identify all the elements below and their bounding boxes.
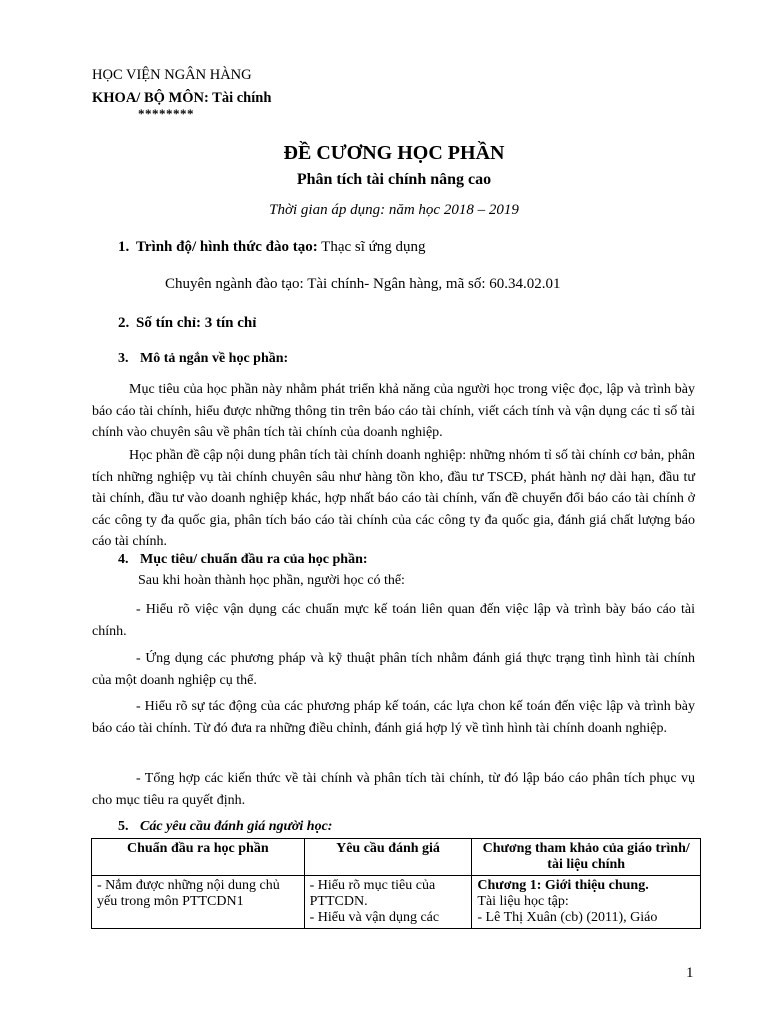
objective-item-1-text: - Hiểu rõ việc vận dụng các chuẩn mực kế toán liên quan đến việc lập và trình bày báo cáo tài chính. [92, 602, 695, 639]
objective-item-2-text: - Ứng dụng các phương pháp và kỹ thuật phân tích nhằm đánh giá thực trạng tình hình tài chính của một doanh nghiệp cụ thể. [92, 651, 695, 688]
reference-line-2: - Lê Thị Xuân (cb) (2011), Giáo [477, 910, 658, 925]
section-4-label: Mục tiêu/ chuẩn đầu ra của học phần: [140, 552, 368, 567]
table-cell [92, 876, 305, 929]
application-period: Thời gian áp dụng: năm học 2018 – 2019 [269, 202, 519, 218]
objective-item-4-text: - Tổng hợp các kiến thức về tài chính và phân tích tài chính, từ đó lập báo cáo phân tích phục vụ cho mục tiêu ra quyết định. [92, 771, 695, 808]
section-4-heading [118, 552, 368, 568]
course-name: Phân tích tài chính nâng cao [296, 171, 492, 188]
description-paragraph-2 [92, 445, 695, 553]
section-2-label: Số tín chỉ: 3 tín chỉ [136, 315, 257, 331]
section-5-label: Các yêu cầu đánh giá người học: [140, 819, 333, 834]
section-1-number: 1. [118, 239, 130, 255]
section-5-heading [118, 819, 332, 835]
objective-item-3-text: - Hiểu rõ sự tác động của các phương pháp kế toán, các lựa chon kế toán đến việc lập và trình bày báo cáo tài chính. Từ đó đưa ra những điều chỉnh, đánh giá hợp lý về tình hình tài chính doanh nghiệp. [92, 699, 695, 736]
objective-item-4 [92, 768, 695, 811]
reference-chapter-title: Chương 1: Giới thiệu chung. [477, 878, 649, 893]
objective-item-2 [92, 648, 695, 691]
section-3-label: Mô tả ngắn về học phần: [140, 351, 289, 366]
specialization-line: Chuyên ngành đào tạo: Tài chính- Ngân hàng, mã số: 60.34.02.01 [165, 276, 561, 292]
decorative-stars: ******** [138, 106, 194, 121]
description-paragraph-1 [92, 379, 695, 444]
table-row [92, 876, 701, 929]
section-5-number: 5. [118, 819, 129, 834]
table-header-cell: Chương tham khảo của giáo trình/ tài liệu chính [472, 839, 701, 876]
section-2-number: 2. [118, 315, 130, 331]
section-2-heading [118, 315, 256, 332]
section-3-heading [118, 351, 288, 367]
reference-line-1: Tài liệu học tập: [477, 894, 569, 909]
faculty-label: KHOA/ BỘ MÔN: [92, 90, 213, 106]
section-4-number: 4. [118, 552, 129, 567]
outcome-text: - Nắm được những nội dung chủ yếu trong môn PTTCDN1 [97, 878, 280, 909]
faculty-value: Tài chính [212, 90, 272, 106]
objective-item-1 [92, 599, 695, 642]
objective-item-3 [92, 696, 695, 739]
section-1-value: Thạc sĩ ứng dụng [317, 239, 426, 255]
table-cell [472, 876, 701, 929]
table-header-cell: Yêu cầu đánh giá [304, 839, 472, 876]
requirement-line-2: - Hiểu và vận dụng các [309, 910, 440, 925]
description-paragraph-2-text: Học phần đề cập nội dung phân tích tài chính doanh nghiệp: những nhóm tỉ số tài chính cơ bản, phân tích những nghiệp vụ tài chính chuyên sâu như hàng tồn kho, đầu tư TSCĐ, phát hành nợ dài hạn, đầu tư tài chính, đầu tư vào doanh nghiệp khác, hợp nhất báo cáo tài chính, vấn đề chuyển đổi báo cáo tài chính ở các công ty đa quốc gia, phân tích báo cáo tài chính của các công ty đa quốc gia, đánh giá chất lượng báo cáo tài chính. [92, 448, 695, 549]
objectives-intro: Sau khi hoàn thành học phần, người học có thể: [138, 573, 405, 588]
section-3-number: 3. [118, 351, 129, 366]
table-cell [304, 876, 472, 929]
table-header-cell: Chuẩn đầu ra học phần [92, 839, 305, 876]
document-title: ĐỀ CƯƠNG HỌC PHẦN [283, 142, 505, 164]
assessment-table [91, 838, 701, 929]
section-1-label: Trình độ/ hình thức đào tạo: [136, 239, 318, 255]
table-header-row [92, 839, 701, 876]
requirement-line-1: - Hiểu rõ mục tiêu của PTTCDN. [309, 878, 436, 909]
institution-name: HỌC VIỆN NGÂN HÀNG [92, 67, 252, 83]
page-number: 1 [686, 965, 694, 981]
faculty-line [92, 90, 271, 107]
description-paragraph-1-text: Mục tiêu của học phần này nhằm phát triển khả năng của người học trong việc đọc, lập và trình bày báo cáo tài chính, hiểu được những thông tin trên báo cáo tài chính, viết cách tính và vận dụng các tỉ số tài chính vào chuyên sâu về phân tích tài chính của doanh nghiệp. [92, 382, 695, 440]
section-1-heading [118, 239, 426, 256]
